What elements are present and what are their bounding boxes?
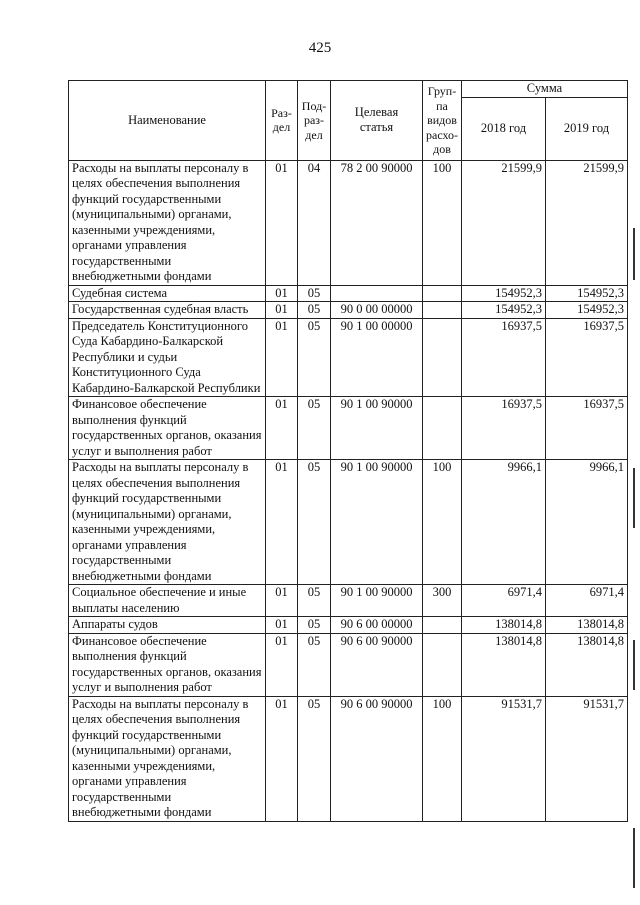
row-amount-2019: 91531,7 [546,696,628,821]
row-name: Финансовое обеспечение выполнения функций государственных органов, оказания услуг и выполнения работ [69,397,266,460]
row-amount-2018: 9966,1 [462,460,546,585]
row-section: 01 [266,633,298,696]
row-amount-2018: 154952,3 [462,302,546,319]
row-subsection: 05 [298,285,331,302]
row-name: Государственная судебная власть [69,302,266,319]
row-amount-2018: 21599,9 [462,160,546,285]
table-row [69,397,628,460]
table-row [69,585,628,617]
row-section: 01 [266,285,298,302]
row-target: 90 6 00 90000 [331,696,423,821]
row-group: 100 [423,696,462,821]
row-target: 90 0 00 00000 [331,302,423,319]
row-target [331,285,423,302]
row-group [423,397,462,460]
row-name: Судебная система [69,285,266,302]
row-amount-2019: 9966,1 [546,460,628,585]
row-subsection: 05 [298,696,331,821]
row-section: 01 [266,397,298,460]
row-section: 01 [266,160,298,285]
scan-edge-mark [633,468,635,528]
row-subsection: 05 [298,302,331,319]
row-name: Социальное обеспечение и иные выплаты населению [69,585,266,617]
row-amount-2018: 6971,4 [462,585,546,617]
table-row [69,160,628,285]
table-row [69,302,628,319]
header-year-2018: 2018 год [462,97,546,160]
row-group: 100 [423,160,462,285]
page-number: 425 [308,40,332,56]
header-target: Целевая статья [331,81,423,161]
scan-edge-mark [633,828,635,888]
row-group [423,318,462,397]
row-amount-2019: 21599,9 [546,160,628,285]
row-amount-2019: 6971,4 [546,585,628,617]
row-subsection: 04 [298,160,331,285]
row-target: 90 1 00 00000 [331,318,423,397]
row-section: 01 [266,460,298,585]
row-subsection: 05 [298,585,331,617]
table-row [69,318,628,397]
row-amount-2018: 138014,8 [462,617,546,634]
table-row [69,696,628,821]
row-section: 01 [266,302,298,319]
row-section: 01 [266,696,298,821]
row-group [423,302,462,319]
row-group [423,285,462,302]
row-section: 01 [266,585,298,617]
row-subsection: 05 [298,633,331,696]
header-group: Груп- па видов расхо- дов [423,81,462,161]
row-name: Председатель Конституционного Суда Кабардино-Балкарской Республики и судьи Конституционного Суда Кабардино-Балкарской Республики [69,318,266,397]
row-name: Аппараты судов [69,617,266,634]
row-name: Финансовое обеспечение выполнения функций государственных органов, оказания услуг и выполнения работ [69,633,266,696]
table-row [69,617,628,634]
header-section: Раз- дел [266,81,298,161]
budget-table [68,80,628,822]
row-group: 100 [423,460,462,585]
row-subsection: 05 [298,318,331,397]
row-amount-2018: 16937,5 [462,318,546,397]
row-name: Расходы на выплаты персоналу в целях обеспечения выполнения функций государственными (муниципальными) органами, казенными учреждениями, органами управления государственными внебюджетными фондами [69,696,266,821]
table-row [69,460,628,585]
row-amount-2018: 16937,5 [462,397,546,460]
row-amount-2018: 154952,3 [462,285,546,302]
row-subsection: 05 [298,617,331,634]
row-target: 90 1 00 90000 [331,397,423,460]
row-amount-2019: 16937,5 [546,318,628,397]
row-section: 01 [266,617,298,634]
row-name: Расходы на выплаты персоналу в целях обеспечения выполнения функций государственными (муниципальными) органами, казенными учреждениями, органами управления государственными внебюджетными фондами [69,460,266,585]
row-amount-2019: 138014,8 [546,633,628,696]
row-amount-2018: 91531,7 [462,696,546,821]
row-target: 90 1 00 90000 [331,585,423,617]
table-body [69,160,628,821]
row-amount-2019: 16937,5 [546,397,628,460]
row-section: 01 [266,318,298,397]
row-amount-2019: 138014,8 [546,617,628,634]
scan-edge-mark [633,228,635,280]
row-target: 90 6 00 90000 [331,633,423,696]
row-target: 90 6 00 00000 [331,617,423,634]
row-name: Расходы на выплаты персоналу в целях обеспечения выполнения функций государственными (муниципальными) органами, казенными учреждениями, органами управления государственными внебюджетными фондами [69,160,266,285]
row-amount-2019: 154952,3 [546,302,628,319]
header-name: Наименование [69,81,266,161]
row-subsection: 05 [298,397,331,460]
header-year-2019: 2019 год [546,97,628,160]
row-group [423,633,462,696]
header-subsection: Под- раз- дел [298,81,331,161]
row-amount-2018: 138014,8 [462,633,546,696]
row-group [423,617,462,634]
table-row [69,285,628,302]
scan-edge-mark [633,640,635,690]
row-subsection: 05 [298,460,331,585]
row-target: 78 2 00 90000 [331,160,423,285]
row-target: 90 1 00 90000 [331,460,423,585]
header-sum: Сумма [462,81,628,98]
row-group: 300 [423,585,462,617]
row-amount-2019: 154952,3 [546,285,628,302]
table-row [69,633,628,696]
